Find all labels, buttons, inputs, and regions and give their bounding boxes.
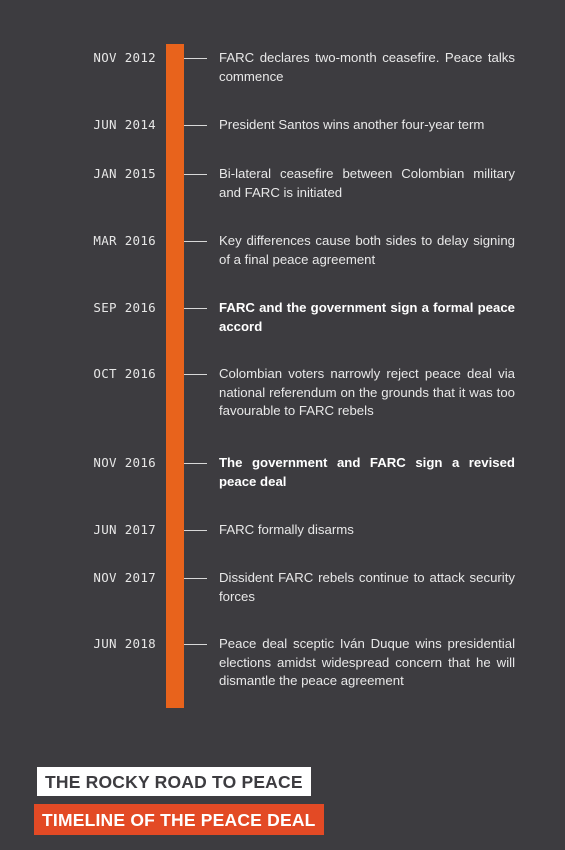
event-connector: [184, 463, 207, 464]
timeline-bar: [166, 44, 184, 708]
event-connector: [184, 174, 207, 175]
event-date: SEP 2016: [93, 300, 156, 315]
page-title: THE ROCKY ROAD TO PEACE: [37, 767, 311, 796]
event-description: Peace deal sceptic Iván Duque wins presidential elections amidst widespread concern that he will dismantle the peace agreement: [219, 636, 515, 688]
event-description: FARC declares two-month ceasefire. Peace talks commence: [219, 50, 515, 84]
event-date: MAR 2016: [93, 233, 156, 248]
event-connector: [184, 578, 207, 579]
event-description: The government and FARC sign a revised peace deal: [219, 455, 515, 489]
event-date: JAN 2015: [93, 166, 156, 181]
event-date: JUN 2018: [93, 636, 156, 651]
event-connector: [184, 644, 207, 645]
event-connector: [184, 308, 207, 309]
event-date: NOV 2016: [93, 455, 156, 470]
event-description: FARC and the government sign a formal peace accord: [219, 300, 515, 334]
event-connector: [184, 125, 207, 126]
event-description: President Santos wins another four-year term: [219, 117, 485, 132]
event-connector: [184, 374, 207, 375]
event-date: NOV 2012: [93, 50, 156, 65]
event-date: OCT 2016: [93, 366, 156, 381]
event-date: JUN 2017: [93, 522, 156, 537]
event-description: Dissident FARC rebels continue to attack security forces: [219, 570, 515, 604]
event-connector: [184, 58, 207, 59]
event-date: NOV 2017: [93, 570, 156, 585]
event-date: JUN 2014: [93, 117, 156, 132]
event-description: Bi-lateral ceasefire between Colombian military and FARC is initiated: [219, 166, 515, 200]
event-description: Key differences cause both sides to delay signing of a final peace agreement: [219, 233, 515, 267]
event-connector: [184, 530, 207, 531]
event-description: Colombian voters narrowly reject peace deal via national referendum on the grounds that it was too favourable to FARC rebels: [219, 366, 515, 418]
page-subtitle: TIMELINE OF THE PEACE DEAL: [34, 804, 324, 835]
event-connector: [184, 241, 207, 242]
event-description: FARC formally disarms: [219, 522, 354, 537]
